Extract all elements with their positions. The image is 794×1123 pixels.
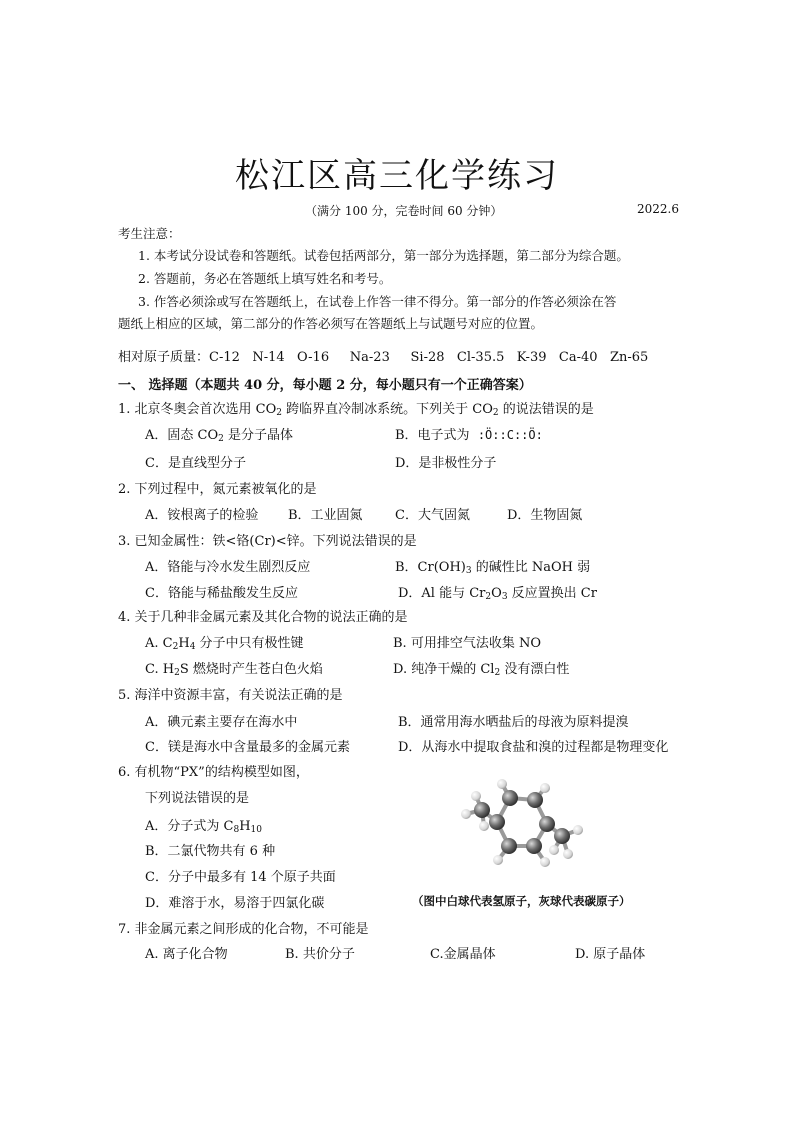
q2-option-b: B．工业固氮 — [288, 508, 363, 523]
q1-option-b — [395, 424, 543, 443]
mass-c: C-12 — [209, 350, 240, 365]
q5-option-a: A．碘元素主要存在海水中 — [145, 715, 298, 730]
q3-b-a: B．Cr(OH) — [395, 560, 466, 575]
q1-a-text-b: 是分子晶体 — [223, 428, 294, 443]
q3-stem: 3. 已知金属性：铁<铬(Cr)<锌。下列说法错误的是 — [118, 534, 417, 549]
q6-a-a: A．分子式为 C — [145, 819, 234, 834]
q5-option-d: D．从海水中提取食盐和溴的过程都是物理变化 — [398, 740, 669, 755]
q1-stem-c: 的说法错误的是 — [498, 402, 594, 417]
q3-option-d — [398, 582, 597, 602]
q4-a-b: 分子中只有极性键 — [195, 636, 304, 651]
q4-c-sub: 2 — [174, 668, 180, 678]
q7-stem: 7. 非金属元素之间形成的化合物，不可能是 — [118, 922, 369, 937]
q1-sub-1: 2 — [276, 408, 283, 418]
q4-d-sub: 2 — [494, 668, 501, 678]
q4-option-d — [393, 658, 569, 678]
q1-stem-a: 1. 北京冬奥会首次选用 CO — [118, 402, 277, 417]
q6-a-sub2: 10 — [250, 825, 262, 835]
q6-option-b: B．二氯代物共有 6 种 — [145, 844, 276, 859]
q1-a-text: A．固态 CO — [145, 428, 219, 443]
q6-a-mid: H — [239, 819, 251, 834]
mass-na: Na-23 — [349, 350, 390, 365]
q4-option-a — [145, 632, 304, 652]
mass-zn: Zn-65 — [609, 350, 649, 365]
exam-date: 2022.6 — [637, 202, 679, 216]
notice-item-1: 1. 本考试分设试卷和答题纸。试卷包括两部分，第一部分为选择题，第二部分为综合题。 — [138, 248, 629, 263]
q1-option-c: C．是直线型分子 — [145, 456, 246, 471]
q4-a-sub2: 4 — [189, 642, 196, 652]
atomic-masses-label: 相对原子质量： — [118, 350, 210, 365]
q3-option-c: C．铬能与稀盐酸发生反应 — [145, 586, 298, 601]
q4-d-a: D. 纯净干燥的 Cl — [393, 662, 495, 677]
q6-stem-2: 下列说法错误的是 — [145, 791, 250, 806]
q6-stem: 6. 有机物“PX”的结构模型如图， — [118, 765, 309, 780]
q3-d-b: 反应置换出 Cr — [507, 586, 597, 601]
q3-b-sub: 3 — [465, 566, 472, 576]
q1-a-sub: 2 — [218, 434, 224, 444]
q3-d-sub1: 2 — [485, 592, 492, 602]
q5-option-c: C．镁是海水中含量最多的金属元素 — [145, 740, 350, 755]
q2-stem: 2. 下列过程中，氮元素被氧化的是 — [118, 482, 317, 497]
co2-lewis-structure: :Ö::C::Ö: — [477, 428, 543, 442]
q5-stem: 5. 海洋中资源丰富，有关说法正确的是 — [118, 688, 343, 703]
q6-option-a — [145, 815, 262, 835]
q2-option-a: A．铵根离子的检验 — [145, 508, 259, 523]
section-1-heading: 一、 选择题（本题共 40 分，每小题 2 分，每小题只有一个正确答案） — [118, 378, 532, 393]
q3-b-b: 的碱性比 NaOH 弱 — [471, 560, 591, 575]
q5-option-b: B．通常用海水晒盐后的母液为原料提溴 — [398, 715, 629, 730]
notice-item-3-cont: 题纸上相应的区域，第二部分的作答必须写在答题纸上与试题号对应的位置。 — [118, 316, 544, 331]
q1-stem — [118, 398, 594, 418]
hydrogen-atoms — [461, 779, 583, 867]
q3-option-a: A．铬能与冷水发生剧烈反应 — [145, 560, 311, 575]
q4-c-b: S 燃烧时产生苍白色火焰 — [179, 662, 323, 677]
mass-si: Si-28 — [410, 350, 445, 365]
q7-option-a: A. 离子化合物 — [145, 947, 228, 962]
mass-k: K-39 — [516, 350, 547, 365]
q7-option-b: B. 共价分子 — [285, 947, 355, 962]
q4-option-b: B. 可用排空气法收集 NO — [393, 636, 541, 651]
q2-option-c: C．大气固氮 — [395, 508, 470, 523]
q4-a-a: A. C — [145, 636, 173, 651]
q1-option-a — [145, 424, 293, 444]
q1-sub-2: 2 — [492, 408, 499, 418]
notice-item-2: 2. 答题前，务必在答题纸上填写姓名和考号。 — [138, 271, 392, 286]
q3-option-b — [395, 556, 590, 576]
q4-a-sub1: 2 — [172, 642, 179, 652]
exam-subtitle: （满分 100 分，完卷时间 60 分钟） — [305, 204, 503, 218]
q1-stem-b: 跨临界直冷制冰系统。下列关于 CO — [282, 402, 493, 417]
q6-figure-caption: （图中白球代表氢原子，灰球代表碳原子） — [412, 894, 631, 908]
mass-cl: Cl-35.5 — [456, 350, 505, 365]
q1-option-d: D．是非极性分子 — [395, 456, 497, 471]
q3-d-sub2: 3 — [501, 592, 508, 602]
px-molecule-model — [450, 770, 600, 890]
q4-d-b: 没有漂白性 — [500, 662, 570, 677]
mass-ca: Ca-40 — [558, 350, 598, 365]
q6-option-d: D．难溶于水，易溶于四氯化碳 — [145, 896, 325, 911]
notice-heading: 考生注意： — [118, 226, 181, 241]
q6-a-sub1: 8 — [233, 825, 240, 835]
page-title: 松江区高三化学练习 — [235, 156, 559, 196]
q4-a-mid: H — [178, 636, 190, 651]
atomic-masses — [118, 346, 648, 365]
q2-option-d: D．生物固氮 — [507, 508, 583, 523]
q7-option-c: C.金属晶体 — [430, 947, 496, 962]
mass-n: N-14 — [252, 350, 285, 365]
q1-b-text: B．电子式为 — [395, 428, 470, 443]
q4-stem: 4. 关于几种非金属元素及其化合物的说法正确的是 — [118, 610, 408, 625]
mass-o: O-16 — [297, 350, 330, 365]
notice-item-3: 3. 作答必须涂或写在答题纸上，在试卷上作答一律不得分。第一部分的作答必须涂在答 — [138, 294, 617, 309]
q7-option-d: D. 原子晶体 — [575, 947, 646, 962]
q3-d-mid: O — [491, 586, 502, 601]
q4-option-c — [145, 658, 323, 678]
q4-c-a: C. H — [145, 662, 175, 677]
q6-option-c: C．分子中最多有 14 个原子共面 — [145, 870, 336, 885]
q3-d-a: D．Al 能与 Cr — [398, 586, 486, 601]
